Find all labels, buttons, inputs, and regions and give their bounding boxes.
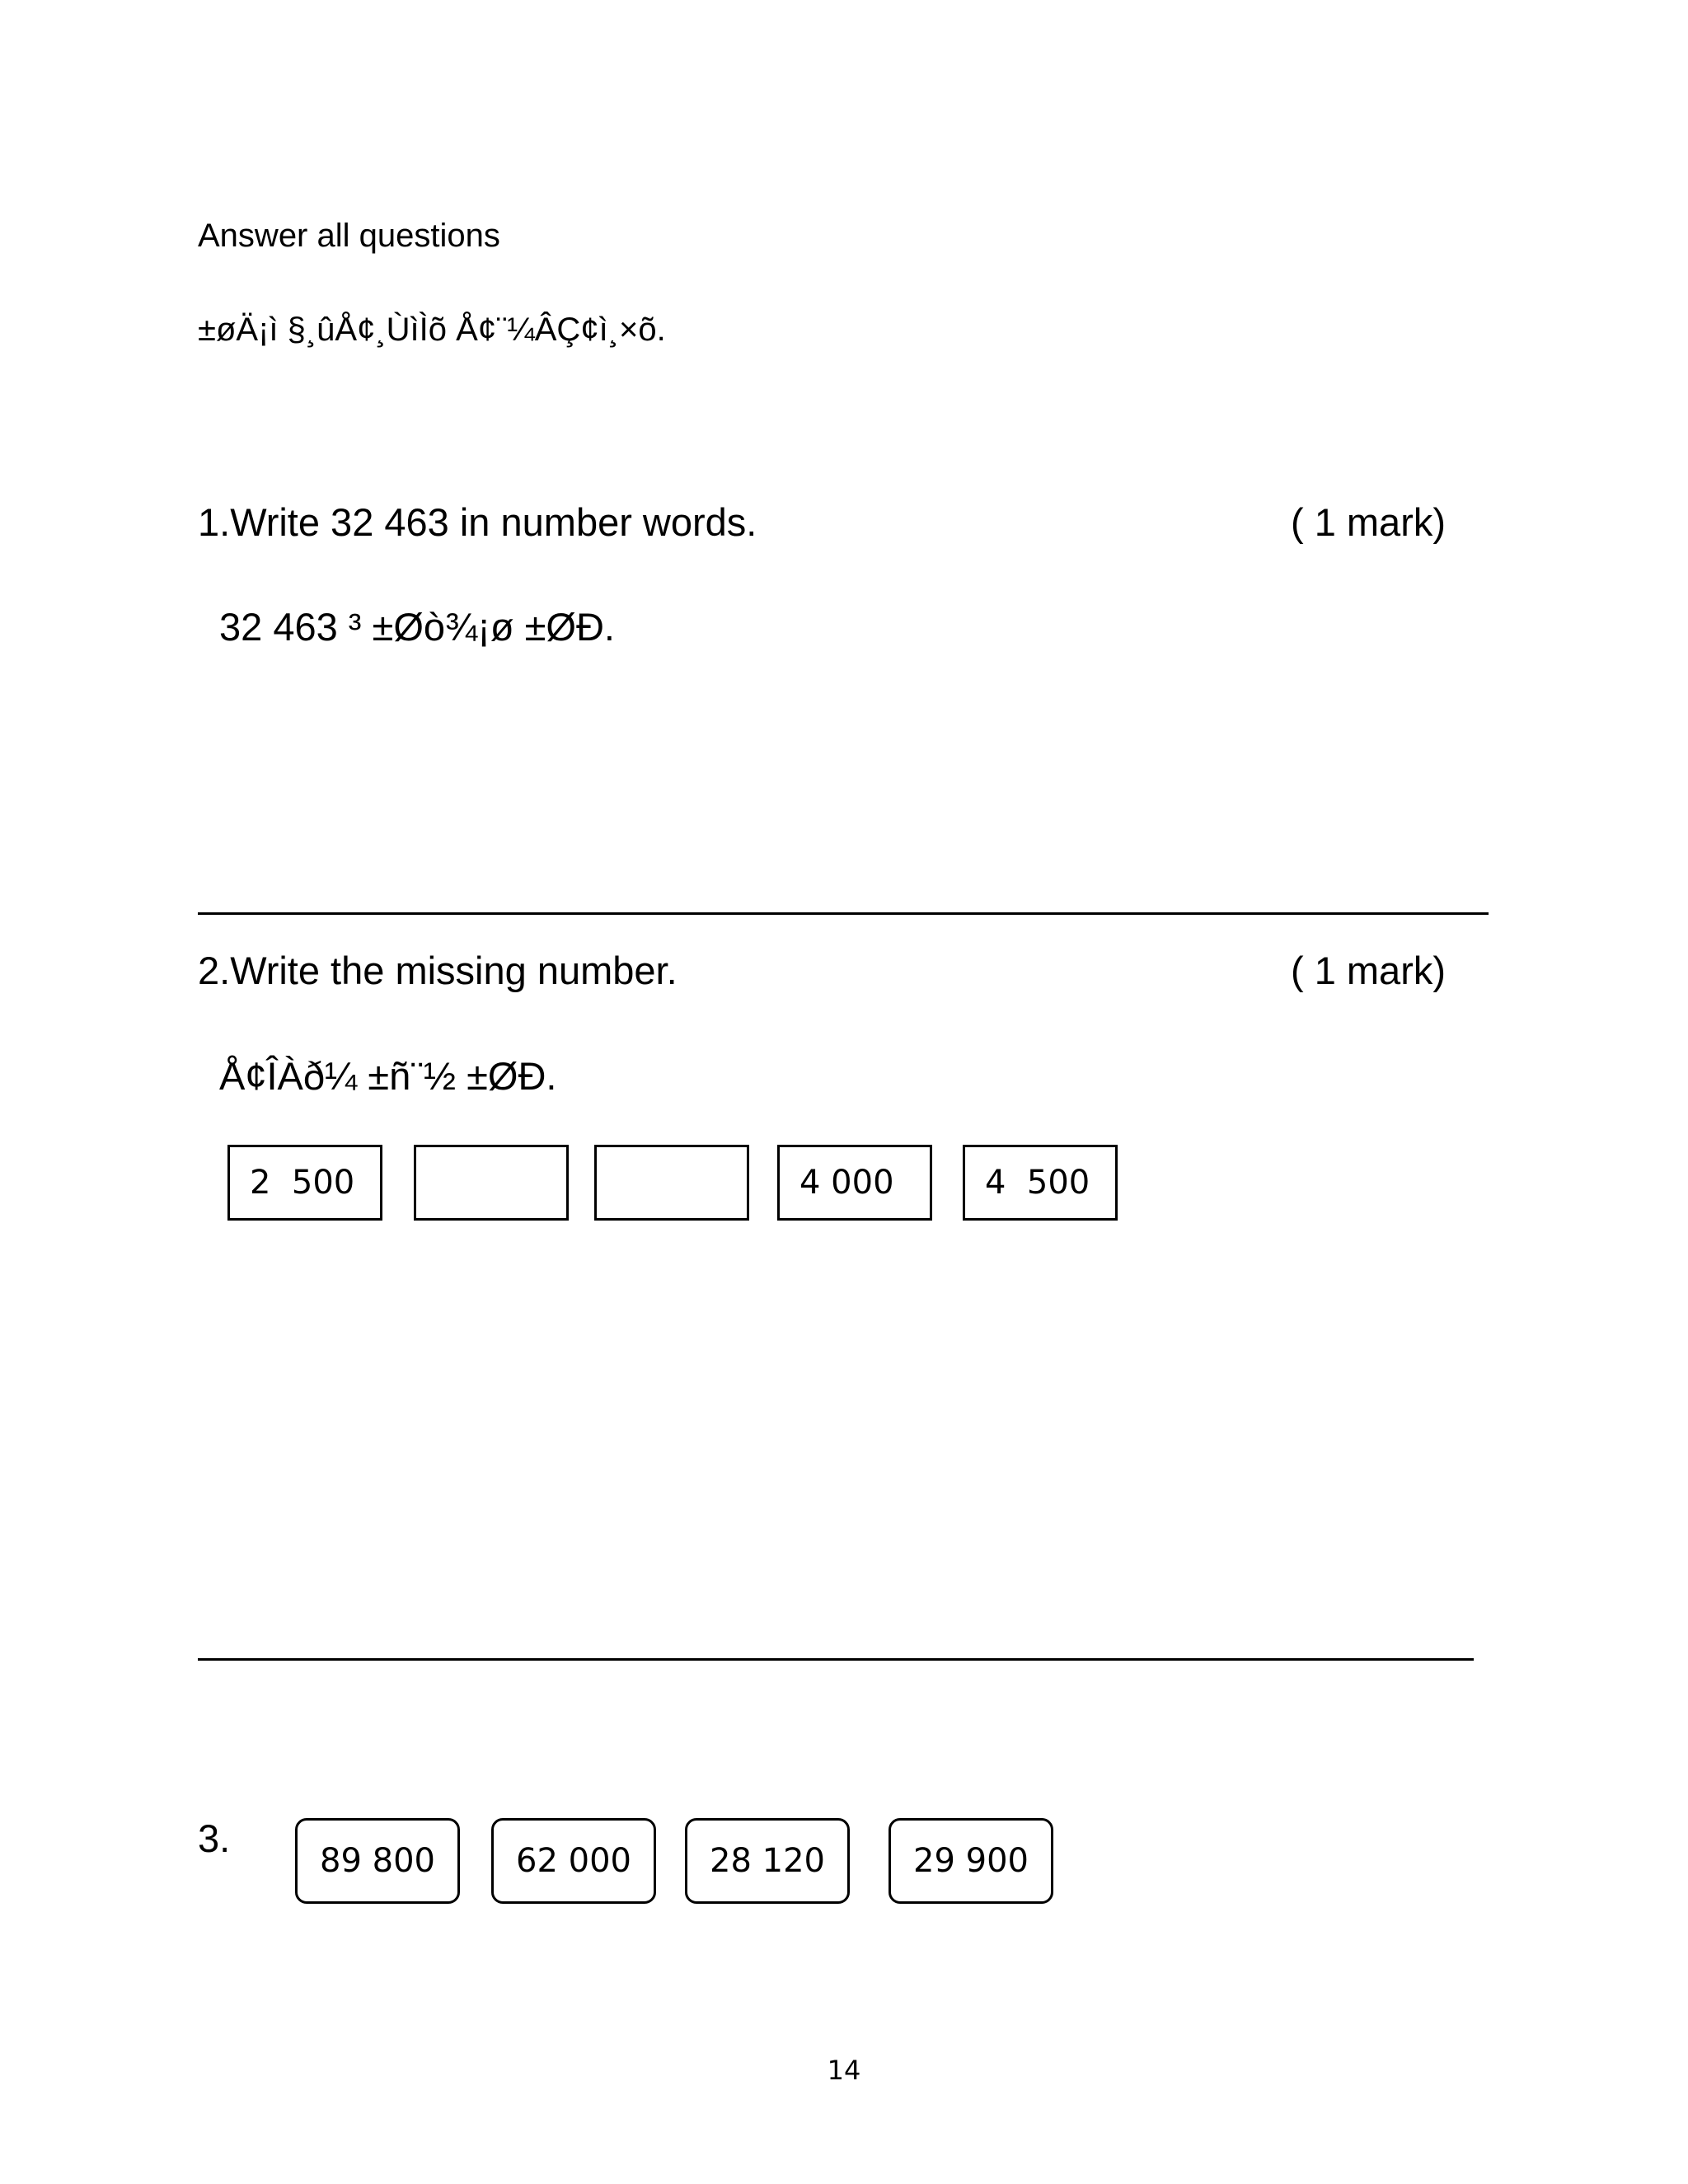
sequence-box-1: 2 500: [227, 1145, 382, 1221]
sequence-box-3-blank[interactable]: [594, 1145, 749, 1221]
answer-line-1: [198, 912, 1489, 915]
number-card-4: 29 900: [889, 1818, 1053, 1904]
question-2-marks: ( 1 mark): [1291, 949, 1446, 992]
question-2-text: 2.Write the missing number.: [198, 949, 678, 992]
question-2-tamil: Å¢ÎÀð¼ ±ñ¨½ ±ØÐ.: [219, 1054, 557, 1098]
answer-line-2: [198, 1658, 1474, 1661]
instruction-tamil: ±øÄ¡ì §¸ûÅ¢¸ÙìÌõ Å¢¨¼ÂÇ¢ì¸×õ.: [198, 312, 666, 348]
sequence-box-2-blank[interactable]: [414, 1145, 569, 1221]
sequence-box-4: 4 000: [777, 1145, 932, 1221]
number-card-3: 28 120: [685, 1818, 850, 1904]
instruction-english: Answer all questions: [198, 218, 500, 254]
number-card-2: 62 000: [491, 1818, 656, 1904]
question-1-text: 1.Write 32 463 in number words.: [198, 500, 757, 544]
sequence-box-5: 4 500: [963, 1145, 1118, 1221]
question-3-number: 3.: [198, 1816, 231, 1860]
page-number: 14: [827, 2055, 861, 2086]
number-card-1: 89 800: [295, 1818, 460, 1904]
question-1-tamil: 32 463 ³ ±Øò¾¡ø ±ØÐ.: [219, 605, 615, 649]
question-1-marks: ( 1 mark): [1291, 500, 1446, 544]
